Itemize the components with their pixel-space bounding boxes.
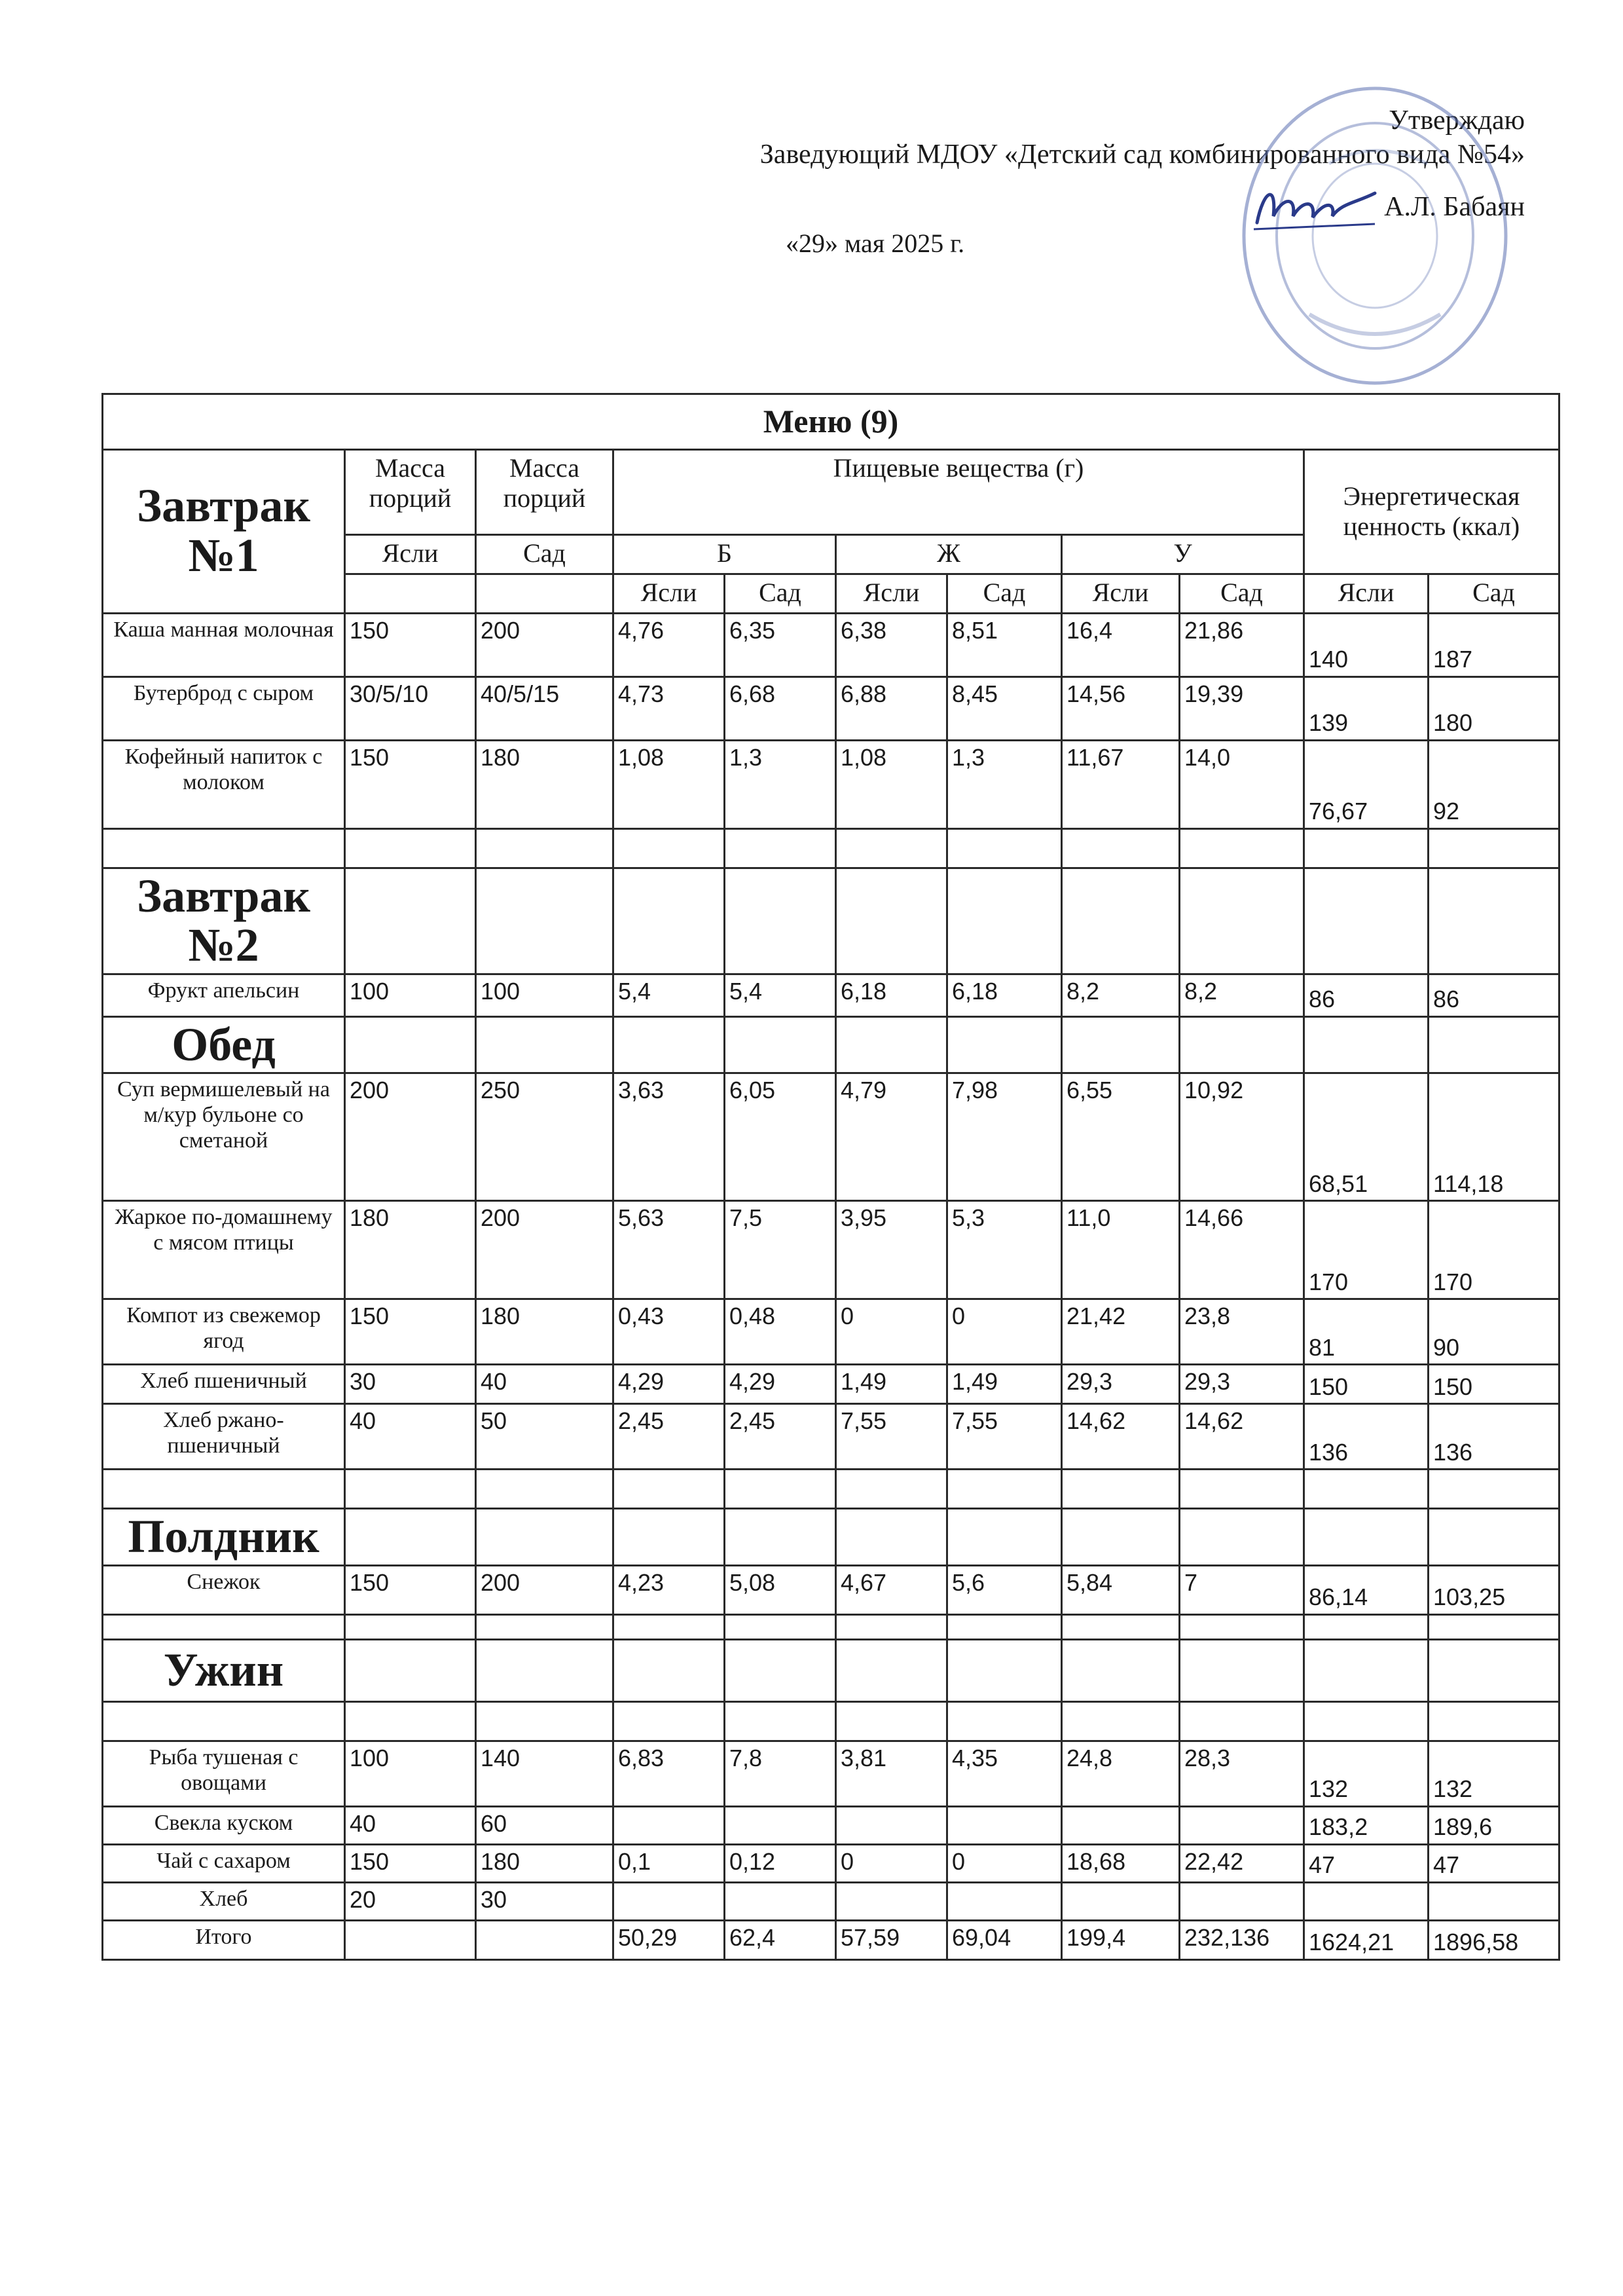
value-cell: 14,0: [1180, 740, 1304, 828]
value-cell: 1,08: [836, 740, 947, 828]
value-cell: 150: [345, 1844, 476, 1882]
value-cell: 8,51: [947, 613, 1062, 676]
approval-position: Заведующий МДОУ «Детский сад комбинированного вида №54»: [759, 139, 1525, 170]
value-cell: 150: [1304, 1365, 1429, 1404]
total-label: Итого: [103, 1920, 345, 1959]
value-cell: 16,4: [1062, 613, 1180, 676]
value-cell: [1180, 1806, 1304, 1844]
dish-name: Хлеб пшеничный: [103, 1365, 345, 1404]
value-cell: 14,62: [1062, 1404, 1180, 1470]
value-cell: 1,08: [613, 740, 725, 828]
blank-row: [103, 1701, 1559, 1741]
value-cell: 29,3: [1062, 1365, 1180, 1404]
value-cell: 92: [1429, 740, 1559, 828]
value-cell: [836, 1882, 947, 1920]
value-cell: 3,81: [836, 1741, 947, 1806]
approval-title: Утверждаю: [1389, 105, 1525, 136]
value-cell: [345, 1920, 476, 1959]
value-cell: 2,45: [725, 1404, 836, 1470]
blank-row: [103, 1470, 1559, 1509]
value-cell: 4,79: [836, 1073, 947, 1201]
value-cell: 4,73: [613, 676, 725, 740]
value-cell: 8,2: [1062, 974, 1180, 1016]
value-cell: 0: [947, 1299, 1062, 1365]
value-cell: 30: [345, 1365, 476, 1404]
value-cell: 69,04: [947, 1920, 1062, 1959]
value-cell: 6,55: [1062, 1073, 1180, 1201]
menu-table: [101, 393, 1560, 1961]
blank-row: [103, 828, 1559, 868]
value-cell: 0,1: [613, 1844, 725, 1882]
value-cell: 5,3: [947, 1201, 1062, 1299]
value-cell: 136: [1304, 1404, 1429, 1470]
value-cell: 1624,21: [1304, 1920, 1429, 1959]
header-mass-sad: Масса порций: [476, 449, 613, 534]
value-cell: 183,2: [1304, 1806, 1429, 1844]
section-snack: Полдник: [103, 1509, 345, 1566]
value-cell: 4,29: [613, 1365, 725, 1404]
table-row: [103, 1404, 1559, 1470]
value-cell: [947, 1806, 1062, 1844]
value-cell: [1429, 1882, 1559, 1920]
value-cell: 200: [476, 613, 613, 676]
section-row: [103, 1639, 1559, 1701]
approval-date: «29» мая 2025 г.: [786, 229, 965, 258]
value-cell: 0,12: [725, 1844, 836, 1882]
value-cell: 86,14: [1304, 1565, 1429, 1614]
value-cell: 180: [476, 740, 613, 828]
dish-name: Свекла куском: [103, 1806, 345, 1844]
value-cell: 132: [1304, 1741, 1429, 1806]
dish-name: Хлеб ржано-пшеничный: [103, 1404, 345, 1470]
header-fats: Ж: [836, 534, 1062, 574]
value-cell: 2,45: [613, 1404, 725, 1470]
header-sad: Сад: [476, 534, 613, 574]
dish-name: Фрукт апельсин: [103, 974, 345, 1016]
header-energy: Энергетическая ценность (ккал): [1304, 449, 1559, 574]
value-cell: 140: [1304, 613, 1429, 676]
value-cell: 6,05: [725, 1073, 836, 1201]
value-cell: 76,67: [1304, 740, 1429, 828]
value-cell: 150: [1429, 1365, 1559, 1404]
table-row: [103, 1741, 1559, 1806]
value-cell: 22,42: [1180, 1844, 1304, 1882]
value-cell: 150: [345, 1299, 476, 1365]
value-cell: 20: [345, 1882, 476, 1920]
value-cell: 0: [836, 1299, 947, 1365]
value-cell: 19,39: [1180, 676, 1304, 740]
value-cell: 86: [1304, 974, 1429, 1016]
value-cell: 14,66: [1180, 1201, 1304, 1299]
approval-signatory: А.Л. Бабаян: [1384, 192, 1525, 222]
table-row: [103, 1806, 1559, 1844]
value-cell: 47: [1304, 1844, 1429, 1882]
approval-block: [0, 0, 1623, 275]
dish-name: Чай с сахаром: [103, 1844, 345, 1882]
value-cell: 6,68: [725, 676, 836, 740]
value-cell: 114,18: [1429, 1073, 1559, 1201]
value-cell: 18,68: [1062, 1844, 1180, 1882]
value-cell: 7,98: [947, 1073, 1062, 1201]
value-cell: [1062, 1806, 1180, 1844]
value-cell: 81: [1304, 1299, 1429, 1365]
value-cell: 7,55: [947, 1404, 1062, 1470]
value-cell: [836, 1806, 947, 1844]
header-proteins: Б: [613, 534, 836, 574]
value-cell: 200: [476, 1201, 613, 1299]
value-cell: 40/5/15: [476, 676, 613, 740]
value-cell: 21,42: [1062, 1299, 1180, 1365]
value-cell: 50,29: [613, 1920, 725, 1959]
value-cell: 140: [476, 1741, 613, 1806]
value-cell: 4,76: [613, 613, 725, 676]
value-cell: 170: [1429, 1201, 1559, 1299]
value-cell: 4,23: [613, 1565, 725, 1614]
value-cell: 0: [836, 1844, 947, 1882]
value-cell: 100: [345, 974, 476, 1016]
value-cell: 57,59: [836, 1920, 947, 1959]
value-cell: 8,45: [947, 676, 1062, 740]
value-cell: 86: [1429, 974, 1559, 1016]
value-cell: 170: [1304, 1201, 1429, 1299]
table-row: [103, 740, 1559, 828]
table-row: [103, 1844, 1559, 1882]
value-cell: [725, 1806, 836, 1844]
value-cell: [1062, 1882, 1180, 1920]
value-cell: 189,6: [1429, 1806, 1559, 1844]
header-carbs: У: [1062, 534, 1304, 574]
value-cell: 30: [476, 1882, 613, 1920]
value-cell: [947, 1882, 1062, 1920]
dish-name: Снежок: [103, 1565, 345, 1614]
value-cell: 50: [476, 1404, 613, 1470]
table-row: [103, 974, 1559, 1016]
value-cell: 200: [476, 1565, 613, 1614]
dish-name: Компот из свежемор ягод: [103, 1299, 345, 1365]
section-row: [103, 1509, 1559, 1566]
section-row: [103, 868, 1559, 974]
value-cell: 1,3: [725, 740, 836, 828]
value-cell: 3,63: [613, 1073, 725, 1201]
dish-name: Суп вермишелевый на м/кур бульоне со сметаной: [103, 1073, 345, 1201]
value-cell: 0: [947, 1844, 1062, 1882]
value-cell: 40: [345, 1806, 476, 1844]
table-row: [103, 1201, 1559, 1299]
value-cell: 62,4: [725, 1920, 836, 1959]
value-cell: 103,25: [1429, 1565, 1559, 1614]
value-cell: 4,29: [725, 1365, 836, 1404]
value-cell: 6,18: [947, 974, 1062, 1016]
dish-name: Жаркое по-домашнему с мясом птицы: [103, 1201, 345, 1299]
value-cell: 14,62: [1180, 1404, 1304, 1470]
header-u-yasli: Ясли: [1062, 574, 1180, 613]
blank-row: [103, 1614, 1559, 1639]
header-energy-yasli: Ясли: [1304, 574, 1429, 613]
value-cell: 100: [345, 1741, 476, 1806]
header-b-yasli: Ясли: [613, 574, 725, 613]
value-cell: 180: [1429, 676, 1559, 740]
value-cell: 5,4: [725, 974, 836, 1016]
table-row: [103, 676, 1559, 740]
value-cell: 232,136: [1180, 1920, 1304, 1959]
value-cell: 60: [476, 1806, 613, 1844]
value-cell: 5,4: [613, 974, 725, 1016]
value-cell: 40: [476, 1365, 613, 1404]
value-cell: 1,49: [836, 1365, 947, 1404]
table-row: [103, 1299, 1559, 1365]
header-b-sad: Сад: [725, 574, 836, 613]
value-cell: [1304, 1882, 1429, 1920]
header-zh-sad: Сад: [947, 574, 1062, 613]
dish-name: Кофейный напиток с молоком: [103, 740, 345, 828]
value-cell: 150: [345, 613, 476, 676]
section-lunch: Обед: [103, 1016, 345, 1073]
menu-title: Меню (9): [103, 394, 1559, 450]
value-cell: 7,5: [725, 1201, 836, 1299]
dish-name: Каша манная молочная: [103, 613, 345, 676]
value-cell: 40: [345, 1404, 476, 1470]
value-cell: 90: [1429, 1299, 1559, 1365]
value-cell: 7,8: [725, 1741, 836, 1806]
value-cell: 6,18: [836, 974, 947, 1016]
value-cell: 6,83: [613, 1741, 725, 1806]
header-u-sad: Сад: [1180, 574, 1304, 613]
value-cell: 250: [476, 1073, 613, 1201]
value-cell: 150: [345, 740, 476, 828]
value-cell: 150: [345, 1565, 476, 1614]
value-cell: 21,86: [1180, 613, 1304, 676]
header-zh-yasli: Ясли: [836, 574, 947, 613]
section-row: [103, 1016, 1559, 1073]
value-cell: 4,35: [947, 1741, 1062, 1806]
value-cell: 3,95: [836, 1201, 947, 1299]
value-cell: 180: [476, 1299, 613, 1365]
value-cell: 14,56: [1062, 676, 1180, 740]
value-cell: 8,2: [1180, 974, 1304, 1016]
header-mass-yasli: Масса порций: [345, 449, 476, 534]
dish-name: Хлеб: [103, 1882, 345, 1920]
value-cell: 10,92: [1180, 1073, 1304, 1201]
table-row: [103, 1073, 1559, 1201]
value-cell: 5,08: [725, 1565, 836, 1614]
value-cell: 1,3: [947, 740, 1062, 828]
total-row: [103, 1920, 1559, 1959]
value-cell: [725, 1882, 836, 1920]
value-cell: 136: [1429, 1404, 1559, 1470]
section-breakfast-2: Завтрак №2: [103, 868, 345, 974]
value-cell: 139: [1304, 676, 1429, 740]
value-cell: [1180, 1882, 1304, 1920]
value-cell: 180: [476, 1844, 613, 1882]
table-row: [103, 1365, 1559, 1404]
value-cell: 6,38: [836, 613, 947, 676]
value-cell: 5,6: [947, 1565, 1062, 1614]
value-cell: 30/5/10: [345, 676, 476, 740]
value-cell: 11,67: [1062, 740, 1180, 828]
header-yasli: Ясли: [345, 534, 476, 574]
table-row: [103, 1882, 1559, 1920]
value-cell: 23,8: [1180, 1299, 1304, 1365]
value-cell: [613, 1806, 725, 1844]
value-cell: 5,84: [1062, 1565, 1180, 1614]
value-cell: 6,35: [725, 613, 836, 676]
header-nutrients: Пищевые вещества (г): [613, 449, 1304, 534]
value-cell: 1,49: [947, 1365, 1062, 1404]
dish-name: Рыба тушеная с овощами: [103, 1741, 345, 1806]
dish-name: Бутерброд с сыром: [103, 676, 345, 740]
value-cell: 1896,58: [1429, 1920, 1559, 1959]
header-energy-sad: Сад: [1429, 574, 1559, 613]
value-cell: 4,67: [836, 1565, 947, 1614]
section-dinner: Ужин: [103, 1639, 345, 1701]
value-cell: 7: [1180, 1565, 1304, 1614]
value-cell: 187: [1429, 613, 1559, 676]
value-cell: 180: [345, 1201, 476, 1299]
value-cell: 199,4: [1062, 1920, 1180, 1959]
value-cell: 47: [1429, 1844, 1559, 1882]
value-cell: 24,8: [1062, 1741, 1180, 1806]
value-cell: 28,3: [1180, 1741, 1304, 1806]
value-cell: [613, 1882, 725, 1920]
value-cell: 6,88: [836, 676, 947, 740]
table-row: [103, 1565, 1559, 1614]
value-cell: 0,43: [613, 1299, 725, 1365]
value-cell: 68,51: [1304, 1073, 1429, 1201]
table-row: [103, 613, 1559, 676]
value-cell: 0,48: [725, 1299, 836, 1365]
value-cell: 5,63: [613, 1201, 725, 1299]
value-cell: 11,0: [1062, 1201, 1180, 1299]
value-cell: 7,55: [836, 1404, 947, 1470]
value-cell: 100: [476, 974, 613, 1016]
value-cell: 132: [1429, 1741, 1559, 1806]
value-cell: 29,3: [1180, 1365, 1304, 1404]
value-cell: 200: [345, 1073, 476, 1201]
value-cell: [476, 1920, 613, 1959]
section-breakfast-1: Завтрак №1: [103, 449, 345, 613]
